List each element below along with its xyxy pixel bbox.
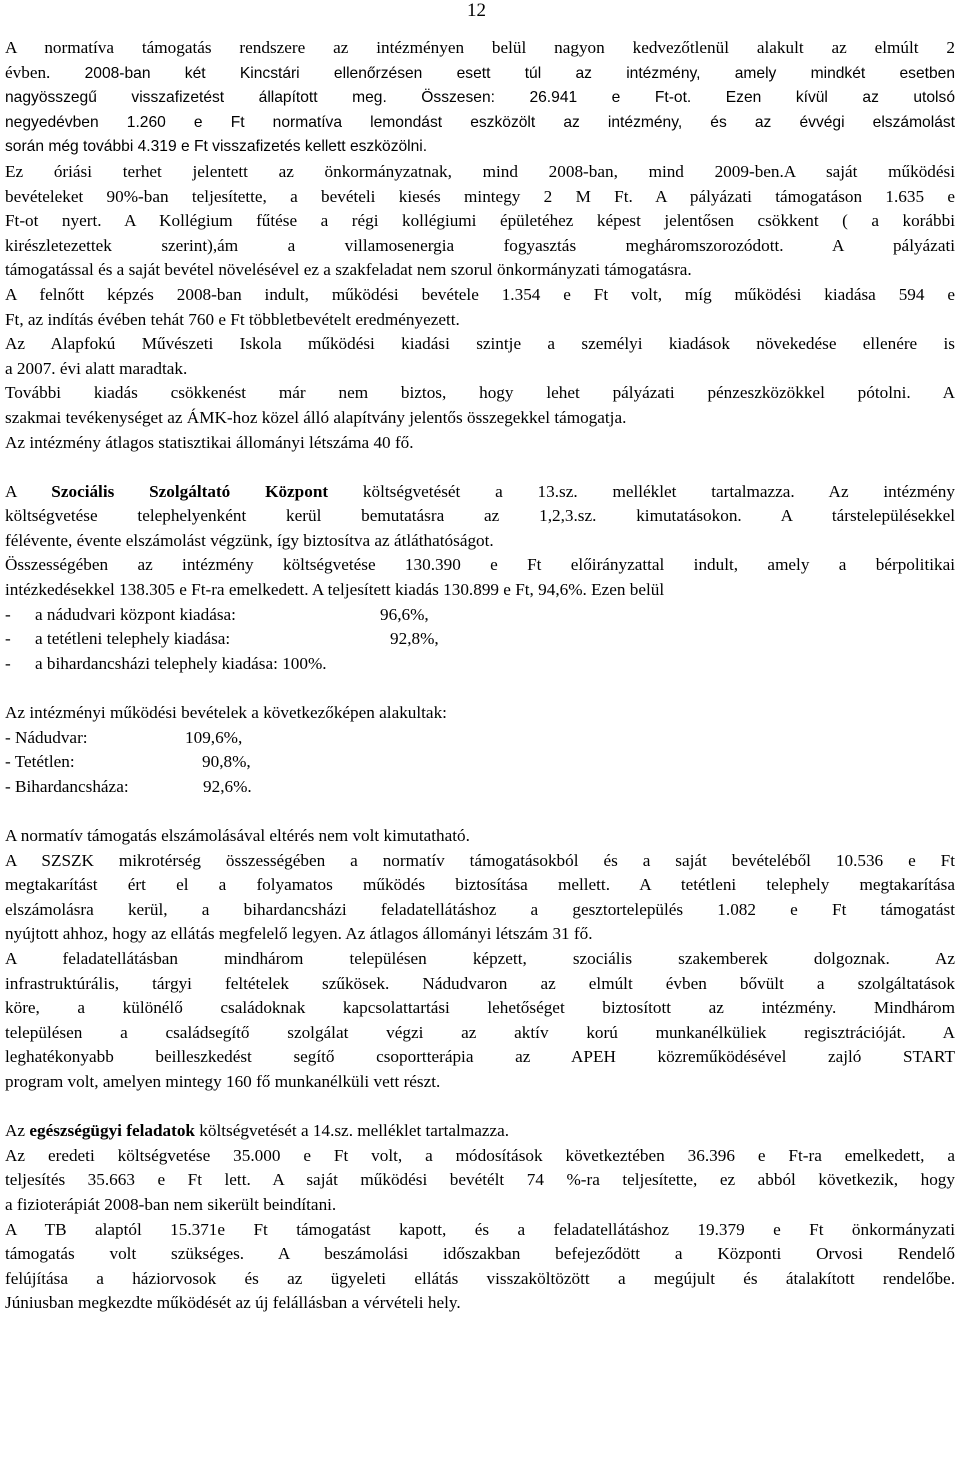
text-line: A normatív támogatás elszámolásával eltérés nem volt kimutatható.	[5, 826, 470, 845]
text-line: költségvetése telephelyenként kerül bemutatásra az 1,2,3.sz. kimutatásokon. A társtelepülésekkel	[5, 506, 955, 526]
bold-heading: Szociális Szolgáltató Központ	[51, 481, 329, 501]
text-line: elszámolásra kerül, a bihardancsházi feladatellátáshoz a gesztortelepülés 1.082 e Ft támogatást	[5, 899, 955, 919]
list-item: - a nádudvari központ kiadása: 96,6%,	[5, 604, 429, 624]
text-line: a fizioterápiát 2008-ban nem sikerült beindítani.	[5, 1194, 337, 1214]
text-line: A felnőtt képzés 2008-ban indult, működési bevétele 1.354 e Ft volt, míg működési kiadása 594 e	[5, 284, 955, 304]
text-line: teljesítés 35.663 e Ft lett. A saját működési bevétélt 74 %-ra teljesítette, ez abból következik, hogy	[5, 1170, 955, 1190]
paragraph-szszk	[5, 824, 955, 1095]
text-line: A SZSZK mikrotérség összességében a normatív támogatásokból és a saját bevételéből 10.536 e Ft	[5, 850, 955, 870]
list-item: - a tetétleni telephely kiadása: 92,8%,	[5, 629, 439, 649]
paragraph-gap	[5, 799, 955, 824]
text-line: Az intézmény átlagos statisztikai állományi létszáma 40 fő.	[5, 432, 414, 452]
text-line: szakmai tevékenységet az ÁMK-hoz közel álló alapítvány jelentős összegekkel támogatja.	[5, 407, 627, 427]
text-line: A feladatellátásban mindhárom településen képzett, szociális szakemberek dolgoznak. Az	[5, 948, 955, 968]
list-item: - Bihardancsháza: 92,6%.	[5, 776, 252, 796]
paragraph-gap	[5, 455, 955, 480]
text-line: felújítása a háziorvosok és az ügyeleti ellátás visszaköltözött a megújult és átalakított rendelőbe.	[5, 1268, 955, 1288]
text-line: Júniusban megkezdte működését az új felállásban a vérvételi hely.	[5, 1293, 461, 1313]
text-line: megtakarítást ért el a folyamatos működés biztosítása mellett. A tetétleni telephely megtakarítása	[5, 875, 955, 895]
text-line: infrastruktúrális, tárgyi feltételek szűkösek. Nádudvaron az elmúlt évben bővült a szolgáltatások	[5, 973, 955, 993]
text-line: Az Alapfokú Művészeti Iskola működési kiadási szintje a személyi kiadások növekedése ellenére is	[5, 334, 955, 354]
text-line: További kiadás csökkenést már nem biztos, hogy lehet pályázati pénzeszközökkel pótolni. A	[5, 383, 955, 403]
text-line: nyújtott ahhoz, hogy az ellátás megfelelő legyen. Az átlagos állományi létszám 31 fő.	[5, 924, 593, 944]
list-item: - Nádudvar: 109,6%,	[5, 727, 243, 747]
text-line: településen a családsegítő szolgálat végzi az aktív korú munkanélküliek regisztrációját. A	[5, 1022, 955, 1042]
document-body	[5, 36, 955, 1316]
text-line: A Szociális Szolgáltató Központ költségvetését a 13.sz. melléklet tartalmazza. Az intézmény	[5, 481, 955, 501]
text-line: Összességében az intézmény költségvetése 130.390 e Ft előirányzattal indult, amely a bérpolitikai	[5, 555, 955, 575]
text-line: évben. 2008-ban két Kincstári ellenőrzésen esett túl az intézmény, amely mindkét esetben	[5, 62, 955, 82]
text-line: program volt, amelyen mintegy 160 fő munkanélküli vett részt.	[5, 1071, 441, 1091]
paragraph-egeszsegugy	[5, 1119, 955, 1316]
text-line: nagyösszegű visszafizetést állapított meg. Összesen: 26.941 e Ft-ot. Ezen kívül az utolsó	[5, 89, 955, 107]
bold-heading: egészségügyi feladatok	[29, 1121, 195, 1141]
text-line: intézkedésekkel 138.305 e Ft-ra emelkedett. A teljesített kiadás 130.899 e Ft, 94,6%. Ezen belül	[5, 580, 665, 600]
paragraph-onkormanyzat	[5, 160, 955, 455]
text-line: Ft, az indítás évében tehát 760 e Ft többletbevételt eredményezett.	[5, 309, 460, 329]
text-line: Ez óriási terhet jelentett az önkormányzatnak, mind 2008-ban, mind 2009-ben.A saját működési	[5, 161, 955, 181]
paragraph-bevetelek	[5, 701, 955, 799]
text-line: Az eredeti költségvetése 35.000 e Ft volt, a módosítások következtében 36.396 e Ft-ra emelkedett, a	[5, 1145, 955, 1165]
text-line: Ft-ot nyert. A Kollégium fűtése a régi kollégiumi épületéhez képest jelentősen csökkent ( a korábbi	[5, 211, 955, 231]
text-line: a 2007. évi alatt maradtak.	[5, 358, 188, 378]
paragraph-normativa	[5, 36, 955, 160]
text-line: A TB alaptól 15.371e Ft támogatást kapott, és a feladatellátáshoz 19.379 e Ft önkormányzati	[5, 1219, 955, 1239]
text-line: Az egészségügyi feladatok költségvetését a 14.sz. melléklet tartalmazza.	[5, 1121, 510, 1141]
page-number: 12	[467, 0, 486, 21]
text-line: során még további 4.319 e Ft visszafizetés kellett eszközölni.	[5, 138, 428, 156]
text-line: leghatékonyabb beilleszkedést segítő csoportterápia az APEH közreműködésével zajló START	[5, 1047, 955, 1067]
paragraph-szocialis	[5, 480, 955, 677]
text-line: támogatás volt szükséges. A beszámolási időszakban befejeződött a Központi Orvosi Rendelő	[5, 1244, 955, 1264]
text-line: bevételeket 90%-ban teljesítette, a bevételi kiesés mintegy 2 M Ft. A pályázati támogatáson 1.635 e	[5, 186, 955, 206]
text-line: A normatíva támogatás rendszere az intézményen belül nagyon kedvezőtlenül alakult az elmúlt 2	[5, 38, 955, 57]
paragraph-gap	[5, 1095, 955, 1120]
text-line: köre, a különélő családoknak kapcsolattartási lehetőséget biztosított az intézmény. Mindhárom	[5, 998, 955, 1018]
list-item: - Tetétlen: 90,8%,	[5, 752, 251, 772]
text-line: kirészletezettek szerint),ám a villamosenergia fogyasztás megháromszorozódott. A pályázati	[5, 235, 955, 255]
list-item: - a bihardancsházi telephely kiadása: 100%.	[5, 653, 327, 673]
paragraph-gap	[5, 676, 955, 701]
text-line: Az intézményi működési bevételek a következőképen alakultak:	[5, 703, 447, 723]
text-line: támogatással és a saját bevétel növelésével ez a szakfeladat nem szorul önkormányzati támogatásra.	[5, 260, 692, 280]
text-line: negyedévben 1.260 e Ft normatíva lemondást eszközölt az intézmény, és az évvégi elszámolást	[5, 113, 955, 131]
text-line: félévente, évente elszámolást végzünk, így biztosítva az átláthatóságot.	[5, 530, 494, 550]
